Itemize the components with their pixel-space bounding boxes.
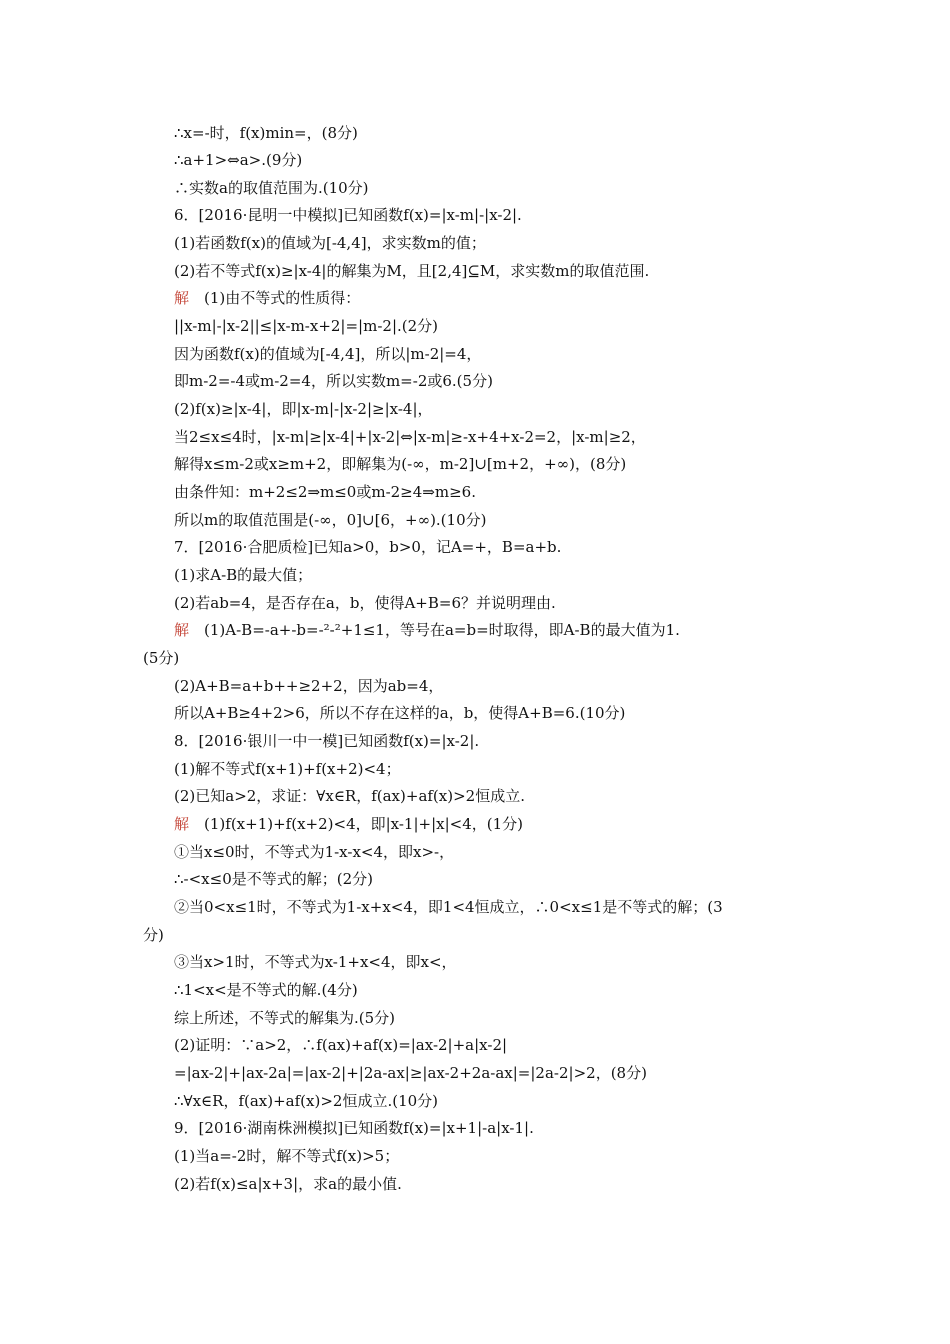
text-line: (1)当a=-2时，解不等式f(x)>5； xyxy=(174,1147,400,1165)
problem-9-title: 9．[2016·湖南株洲模拟]已知函数f(x)=|x+1|-a|x-1|. xyxy=(174,1119,534,1137)
solution-line xyxy=(174,289,360,307)
text-line: ∴x=-时，f(x)min=，(8分) xyxy=(174,124,358,142)
text-line: =|ax-2|+|ax-2a|=|ax-2|+|2a-ax|≥|ax-2+2a-ax|=|2a-2|>2，(8分) xyxy=(174,1064,647,1082)
text-line: 解得x≤m-2或x≥m+2，即解集为(-∞，m-2]∪[m+2，+∞)，(8分) xyxy=(174,455,627,473)
text-line: (2)若f(x)≤a|x+3|，求a的最小值. xyxy=(174,1175,402,1193)
text-line: (2)证明：∵a>2，∴f(ax)+af(x)=|ax-2|+a|x-2| xyxy=(174,1036,508,1054)
text-line: 综上所述，不等式的解集为.(5分) xyxy=(174,1009,396,1027)
problem-7-title: 7．[2016·合肥质检]已知a>0，b>0，记A=+，B=a+b. xyxy=(174,538,562,556)
solution-line xyxy=(174,815,523,833)
text-line: 因为函数f(x)的值域为[-4,4]，所以|m-2|=4， xyxy=(174,345,482,363)
answer-tag: 解 xyxy=(174,621,190,639)
text-line: (2)f(x)≥|x-4|，即|x-m|-|x-2|≥|x-4|， xyxy=(174,400,433,418)
text-line: 所以A+B≥4+2>6，所以不存在这样的a，b，使得A+B=6.(10分) xyxy=(174,704,626,722)
text-line: ∴a+1>⇔a>.(9分) xyxy=(174,151,303,169)
text-line: (2)已知a>2，求证：∀x∈R，f(ax)+af(x)>2恒成立. xyxy=(174,787,525,805)
text-line: ③当x>1时，不等式为x-1+x<4，即x<， xyxy=(174,953,457,971)
text-line: ∴∀x∈R，f(ax)+af(x)>2恒成立.(10分) xyxy=(174,1092,439,1110)
solution-line xyxy=(174,621,680,639)
text-line: (1)f(x+1)+f(x+2)<4，即|x-1|+|x|<4，(1分) xyxy=(204,815,524,833)
text-line: (2)A+B=a+b++≥2+2，因为ab=4， xyxy=(174,677,444,695)
problem-6-title: 6．[2016·昆明一中模拟]已知函数f(x)=|x-m|-|x-2|. xyxy=(174,206,522,224)
text-line: (1)A-B=-a+-b=-²-²+1≤1，等号在a=b=时取得，即A-B的最大值为1. xyxy=(204,621,680,639)
text-line: 分) xyxy=(143,926,164,944)
text-line: (1)求A-B的最大值； xyxy=(174,566,313,584)
text-line: (1)解不等式f(x+1)+f(x+2)<4； xyxy=(174,760,401,778)
text-line: ||x-m|-|x-2||≤|x-m-x+2|=|m-2|.(2分) xyxy=(174,317,439,335)
text-line: ∴1<x<是不等式的解.(4分) xyxy=(174,981,358,999)
text-line: ∴-<x≤0是不等式的解；(2分) xyxy=(174,870,373,888)
answer-tag: 解 xyxy=(174,815,190,833)
text-line: (1)由不等式的性质得： xyxy=(204,289,361,307)
text-line: 当2≤x≤4时，|x-m|≥|x-4|+|x-2|⇔|x-m|≥-x+4+x-2=2，|x-m|≥2， xyxy=(174,428,646,446)
answer-tag: 解 xyxy=(174,289,190,307)
text-line: ①当x≤0时，不等式为1-x-x<4，即x>-， xyxy=(174,843,455,861)
problem-8-title: 8．[2016·银川一中一模]已知函数f(x)=|x-2|. xyxy=(174,732,480,750)
text-line: (1)若函数f(x)的值域为[-4,4]，求实数m的值； xyxy=(174,234,486,252)
text-line: ∴实数a的取值范围为.(10分) xyxy=(174,179,369,197)
text-line: (5分) xyxy=(143,649,180,667)
text-line: 由条件知：m+2≤2⇒m≤0或m-2≥4⇒m≥6. xyxy=(174,483,476,501)
text-line: (2)若ab=4，是否存在a，b，使得A+B=6？并说明理由. xyxy=(174,594,556,612)
text-line: (2)若不等式f(x)≥|x-4|的解集为M，且[2,4]⊆M，求实数m的取值范围. xyxy=(174,262,650,280)
text-line: 所以m的取值范围是(-∞，0]∪[6，+∞).(10分) xyxy=(174,511,487,529)
text-line: 即m-2=-4或m-2=4，所以实数m=-2或6.(5分) xyxy=(174,372,493,390)
text-line: ②当0<x≤1时，不等式为1-x+x<4，即1<4恒成立，∴0<x≤1是不等式的解；(3 xyxy=(174,898,723,916)
